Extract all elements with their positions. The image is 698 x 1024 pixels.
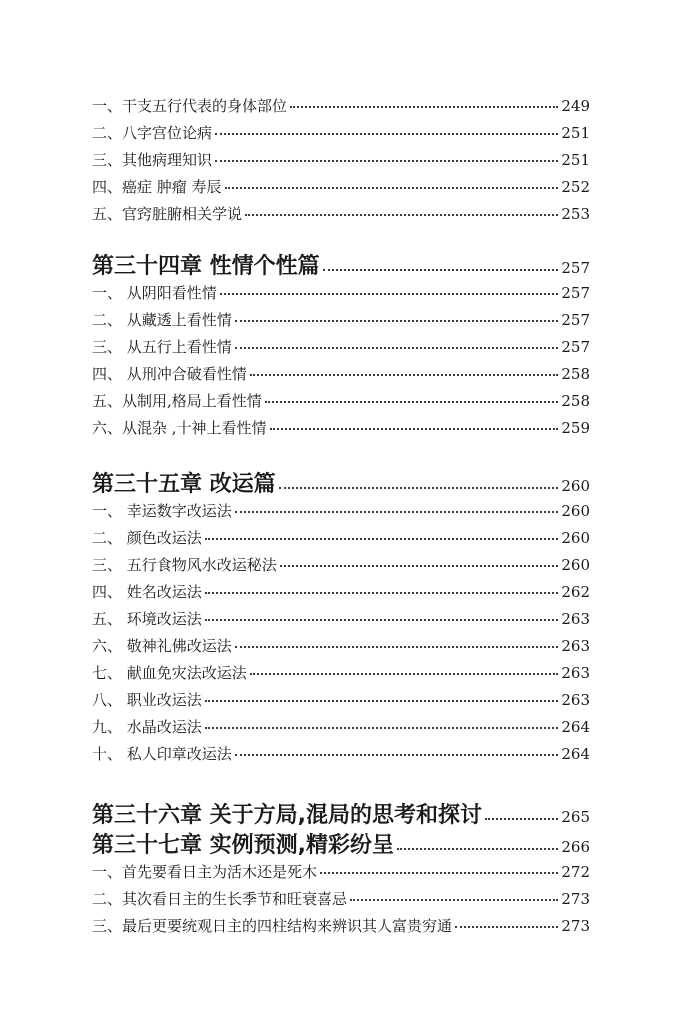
dot-leader [279,486,559,489]
entry-page: 252 [561,178,590,196]
toc-entry[interactable] [92,497,590,524]
dot-leader [235,645,559,648]
entry-label: 八、 职业改运法 [92,691,202,709]
entry-page: 251 [561,124,590,142]
chapter-title: 第三十七章 实例预测,精彩纷呈 [92,833,395,858]
entry-page: 260 [561,502,590,520]
dot-leader [220,292,559,295]
table-of-contents [92,92,590,939]
entry-label: 三、最后更要统观日主的四柱结构来辨识其人富贵穷通 [92,917,453,935]
entry-label: 四、 从刑冲合破看性情 [92,365,247,383]
entry-page: 249 [561,97,590,115]
entry-label: 六、 敬神礼佛改运法 [92,637,232,655]
entry-page: 253 [561,205,590,223]
dot-leader [250,672,559,675]
toc-entry[interactable] [92,858,590,885]
entry-label: 二、 颜色改运法 [92,529,202,547]
dot-leader [235,510,559,513]
chapter-35-heading[interactable] [92,467,590,497]
entry-label: 二、八字宫位论病 [92,124,213,142]
entry-label: 一、 从阴阳看性情 [92,284,217,302]
toc-entry[interactable] [92,92,590,119]
toc-entry[interactable] [92,659,590,686]
chapter-page: 266 [561,838,590,856]
dot-leader [280,564,559,567]
entry-page: 273 [561,890,590,908]
entry-page: 264 [561,745,590,763]
dot-leader [320,871,558,874]
chapter-page: 260 [561,477,590,495]
toc-entry[interactable] [92,740,590,767]
chapter-34-heading[interactable] [92,249,590,279]
dot-leader [265,400,559,403]
entry-label: 一、 幸运数字改运法 [92,502,232,520]
dot-leader [205,618,559,621]
chapter-page: 265 [561,808,590,826]
entry-label: 四、 姓名改运法 [92,583,202,601]
dot-leader [245,213,558,216]
dot-leader [205,537,559,540]
toc-entry[interactable] [92,713,590,740]
dot-leader [205,699,559,702]
entry-page: 259 [561,419,590,437]
spacer [92,767,590,798]
entry-label: 三、 五行食物风水改运秘法 [92,556,277,574]
entry-page: 258 [561,365,590,383]
dot-leader [485,817,558,820]
entry-page: 260 [561,556,590,574]
toc-entry[interactable] [92,578,590,605]
toc-entry[interactable] [92,387,590,414]
entry-label: 三、其他病理知识 [92,151,213,169]
entry-label: 六、从混杂 ,十神上看性情 [92,419,267,437]
dot-leader [235,346,559,349]
dot-leader [350,898,558,901]
toc-entry[interactable] [92,306,590,333]
entry-label: 十、 私人印章改运法 [92,745,232,763]
entry-label: 二、 从藏透上看性情 [92,311,232,329]
dot-leader [205,591,559,594]
entry-page: 272 [561,863,590,881]
toc-entry[interactable] [92,146,590,173]
entry-page: 263 [561,610,590,628]
chapter-36-heading[interactable] [92,798,590,828]
chapter-page: 257 [561,259,590,277]
entry-label: 五、 环境改运法 [92,610,202,628]
entry-page: 251 [561,151,590,169]
dot-leader [455,925,558,928]
toc-entry[interactable] [92,279,590,306]
entry-label: 九、 水晶改运法 [92,718,202,736]
entry-page: 273 [561,917,590,935]
chapter-37-heading[interactable] [92,828,590,858]
toc-entry[interactable] [92,173,590,200]
chapter-title: 第三十五章 改运篇 [92,472,276,497]
entry-label: 三、 从五行上看性情 [92,338,232,356]
spacer [92,227,590,249]
entry-page: 263 [561,691,590,709]
toc-entry[interactable] [92,524,590,551]
entry-label: 五、官窍脏腑相关学说 [92,205,243,223]
dot-leader [235,753,559,756]
entry-page: 263 [561,637,590,655]
toc-entry[interactable] [92,551,590,578]
entry-page: 257 [561,284,590,302]
dot-leader [205,726,559,729]
toc-entry[interactable] [92,360,590,387]
toc-entry[interactable] [92,333,590,360]
toc-entry[interactable] [92,912,590,939]
entry-label: 五、从制用,格局上看性情 [92,392,262,410]
dot-leader [290,105,558,108]
dot-leader [225,186,559,189]
toc-entry[interactable] [92,605,590,632]
toc-entry[interactable] [92,885,590,912]
entry-page: 258 [561,392,590,410]
dot-leader [235,319,559,322]
chapter-title: 第三十六章 关于方局,混局的思考和探讨 [92,803,483,828]
entry-label: 一、首先要看日主为活木还是死木 [92,863,318,881]
toc-entry[interactable] [92,632,590,659]
toc-entry[interactable] [92,686,590,713]
dot-leader [215,132,558,135]
spacer [92,441,590,467]
dot-leader [250,373,559,376]
entry-page: 264 [561,718,590,736]
entry-label: 四、癌症 肿瘤 寿辰 [92,178,222,196]
dot-leader [323,268,559,271]
entry-page: 257 [561,311,590,329]
entry-page: 262 [561,583,590,601]
entry-page: 257 [561,338,590,356]
entry-label: 一、干支五行代表的身体部位 [92,97,288,115]
entry-page: 260 [561,529,590,547]
entry-page: 263 [561,664,590,682]
toc-entry[interactable] [92,200,590,227]
entry-label: 二、其次看日主的生长季节和旺衰喜忌 [92,890,348,908]
toc-entry[interactable] [92,119,590,146]
dot-leader [215,159,558,162]
dot-leader [397,847,558,850]
chapter-title: 第三十四章 性情个性篇 [92,254,320,279]
entry-label: 七、 献血免灾法改运法 [92,664,247,682]
toc-entry[interactable] [92,414,590,441]
dot-leader [270,427,559,430]
